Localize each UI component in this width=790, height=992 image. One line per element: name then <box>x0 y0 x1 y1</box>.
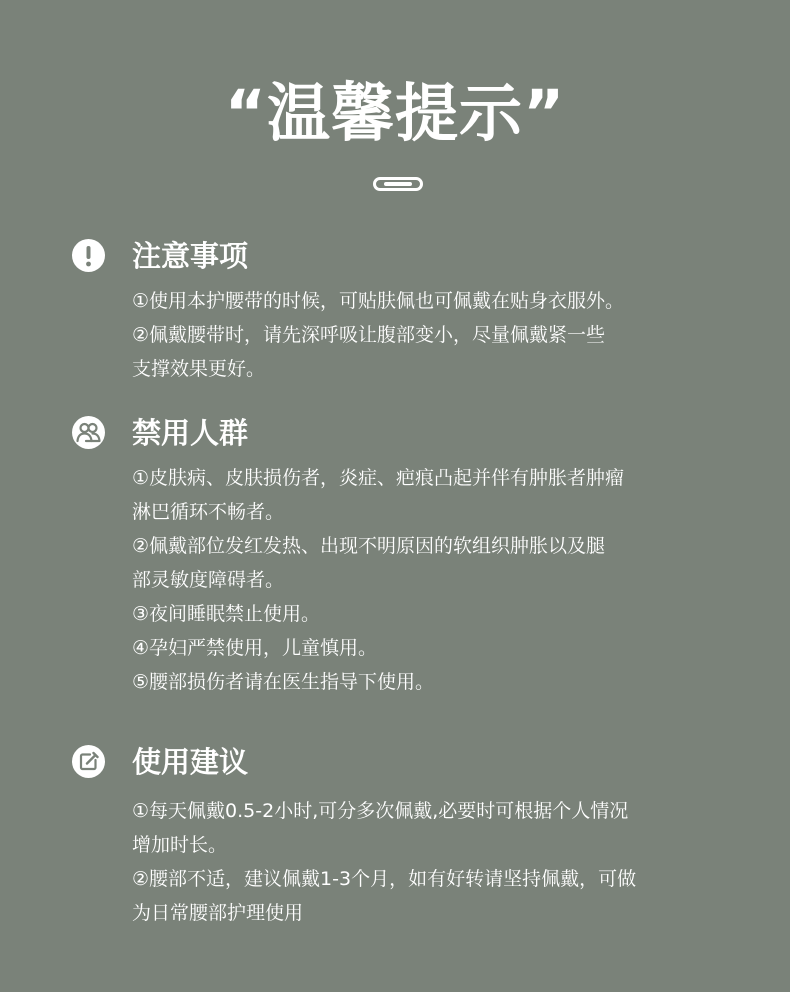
section-header <box>72 413 672 453</box>
list-item: ②佩戴腰带时，请先深呼吸让腹部变小，尽量佩戴紧一些 <box>132 324 606 346</box>
list-item: ③夜间睡眠禁止使用。 <box>132 603 321 625</box>
list-item: 支撑效果更好。 <box>132 358 266 380</box>
list-item: ④孕妇严禁使用，儿童慎用。 <box>132 637 378 659</box>
section-title: 使用建议 <box>132 745 249 779</box>
list-item: 淋巴循环不畅者。 <box>132 501 285 523</box>
list-item: 部灵敏度障碍者。 <box>132 569 285 591</box>
page-title: “温馨提示” <box>224 77 566 150</box>
list-item: 增加时长。 <box>132 834 228 856</box>
people-icon <box>72 416 105 449</box>
section-body <box>132 461 732 699</box>
edit-icon <box>72 745 105 778</box>
list-item: 为日常腰部护理使用 <box>132 902 304 924</box>
title-divider <box>373 177 423 191</box>
section-title: 注意事项 <box>132 239 249 273</box>
list-item: ①使用本护腰带的时候，可贴肤佩也可佩戴在贴身衣服外。 <box>132 290 625 312</box>
section-body <box>132 794 732 930</box>
section-header <box>72 742 672 782</box>
list-item: ②腰部不适，建议佩戴1-3个月，如有好转请坚持佩戴，可做 <box>132 868 637 890</box>
section-header <box>72 236 672 276</box>
section-body <box>132 284 732 386</box>
list-item: ①皮肤病、皮肤损伤者，炎症、疤痕凸起并伴有肿胀者肿瘤 <box>132 467 625 489</box>
list-item: ⑤腰部损伤者请在医生指导下使用。 <box>132 671 435 693</box>
exclamation-icon <box>72 239 105 272</box>
list-item: ②佩戴部位发红发热、出现不明原因的软组织肿胀以及腿 <box>132 535 606 557</box>
list-item: ①每天佩戴0.5-2小时,可分多次佩戴,必要时可根据个人情况 <box>132 800 629 822</box>
section-title: 禁用人群 <box>132 416 249 450</box>
